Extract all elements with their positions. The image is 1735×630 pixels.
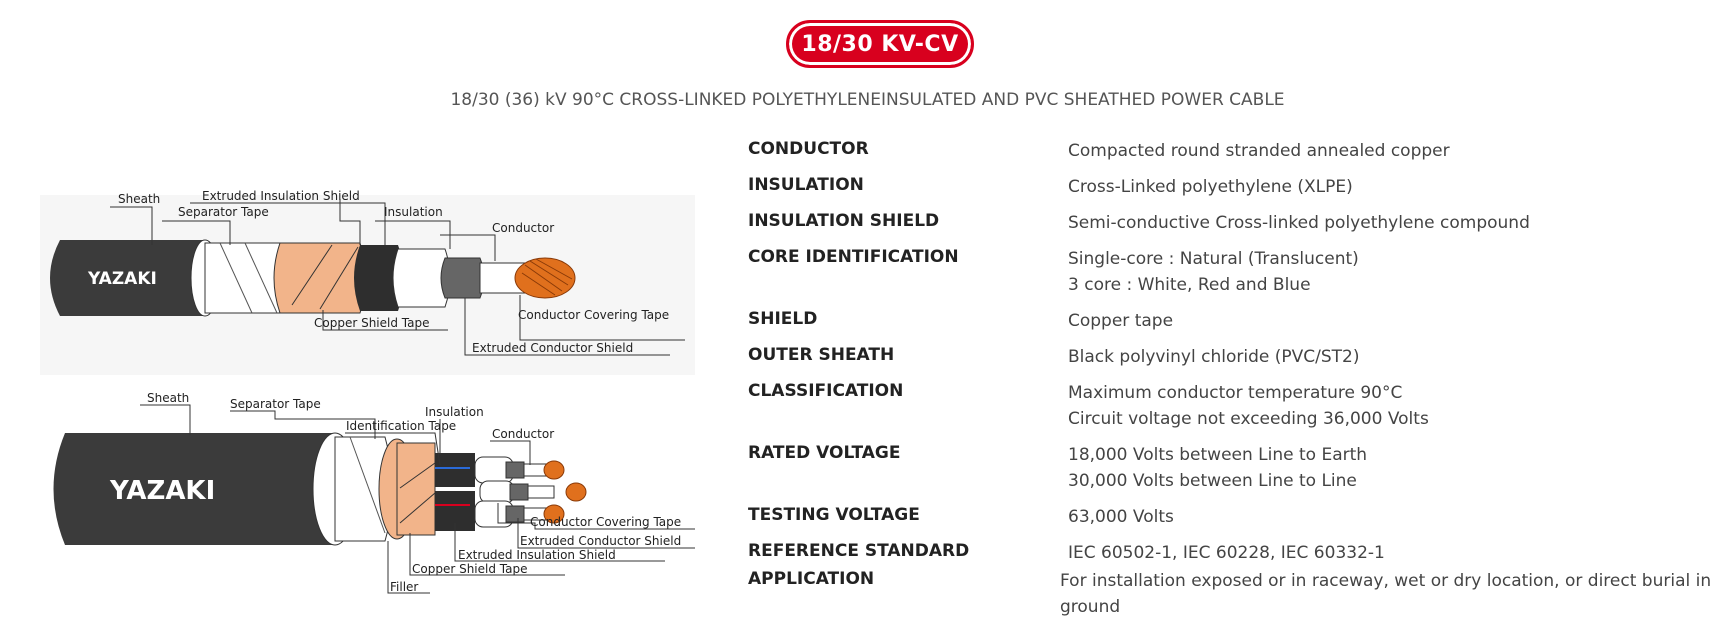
label-extruded-insulation-shield: Extruded Insulation Shield [202, 189, 360, 203]
spec-row [748, 210, 1728, 236]
single-core-cable-diagram [40, 185, 700, 380]
spec-row [748, 308, 1728, 334]
label-sheath: Sheath [118, 192, 161, 206]
spec-label: REFERENCE STANDARD [748, 541, 970, 561]
label-extruded-conductor-shield-3c: Extruded Conductor Shield [520, 534, 682, 548]
spec-row [748, 442, 1728, 494]
label-insulation-3c: Insulation [425, 405, 484, 419]
spec-label: INSULATION [748, 175, 864, 195]
three-core-cable-diagram [40, 393, 700, 608]
label-separator-tape-3c: Separator Tape [230, 397, 321, 411]
spec-value-line: Semi-conductive Cross-linked polyethylene compound [1068, 213, 1530, 233]
spec-label: OUTER SHEATH [748, 345, 895, 365]
cable-description: 18/30 (36) kV 90°C CROSS-LINKED POLYETHYLENEINSULATED AND PVC SHEATHED POWER CABLE [450, 90, 1285, 110]
spec-label: CONDUCTOR [748, 139, 869, 159]
label-conductor: Conductor [492, 221, 555, 235]
spec-label: RATED VOLTAGE [748, 443, 901, 463]
spec-label: TESTING VOLTAGE [748, 505, 920, 525]
yazaki-logo-2: YAZAKI [110, 476, 216, 506]
spec-value-line: Copper tape [1068, 311, 1174, 331]
label-conductor-3c: Conductor [492, 427, 555, 441]
label-copper-shield-tape-3c: Copper Shield Tape [412, 562, 528, 576]
spec-value-line: 30,000 Volts between Line to Line [1068, 471, 1357, 491]
label-separator-tape: Separator Tape [178, 205, 269, 219]
spec-value [1068, 504, 1174, 530]
label-sheath-3c: Sheath [147, 393, 190, 405]
spec-label: CLASSIFICATION [748, 381, 904, 401]
spec-value-line: 18,000 Volts between Line to Earth [1068, 445, 1368, 465]
spec-value-line: Compacted round stranded annealed copper [1068, 141, 1450, 161]
label-conductor-covering-tape: Conductor Covering Tape [518, 308, 670, 322]
spec-label: SHIELD [748, 309, 818, 329]
spec-value-line: Black polyvinyl chloride (PVC/ST2) [1068, 347, 1360, 367]
spec-value-line: Circuit voltage not exceeding 36,000 Volts [1068, 409, 1429, 429]
spec-row [748, 540, 1728, 566]
spec-value [1068, 210, 1530, 236]
spec-row [748, 138, 1728, 164]
spec-row [748, 174, 1728, 200]
spec-value-line: Maximum conductor temperature 90°C [1068, 383, 1403, 403]
spec-label: APPLICATION [748, 569, 875, 589]
spec-row [748, 344, 1728, 370]
label-extruded-insulation-shield-3c: Extruded Insulation Shield [458, 548, 616, 562]
spec-row [748, 246, 1728, 298]
spec-value-line: IEC 60502-1, IEC 60228, IEC 60332-1 [1068, 543, 1385, 563]
label-identification-tape: Identification Tape [346, 419, 457, 433]
spec-value [1068, 308, 1173, 334]
spec-row [748, 504, 1728, 530]
spec-label: INSULATION SHIELD [748, 211, 940, 231]
label-filler: Filler [390, 580, 419, 594]
spec-value [1068, 540, 1385, 566]
cable-type-badge: 18/30 KV-CV [786, 20, 974, 68]
spec-value-line: Single-core : Natural (Translucent) [1068, 249, 1359, 269]
spec-value-line: For installation exposed or in raceway, wet or dry location, or direct burial in ground [1060, 571, 1712, 617]
spec-value [1068, 174, 1353, 200]
label-copper-shield-tape: Copper Shield Tape [314, 316, 430, 330]
yazaki-logo-1: YAZAKI [88, 269, 157, 289]
spec-value [1068, 246, 1359, 298]
spec-value-line: 63,000 Volts [1068, 507, 1174, 527]
spec-table [748, 138, 1728, 630]
spec-row [748, 568, 1728, 620]
label-extruded-conductor-shield: Extruded Conductor Shield [472, 341, 634, 355]
spec-value [1068, 138, 1450, 164]
spec-value [1068, 344, 1359, 370]
spec-value [1068, 380, 1429, 432]
spec-value-line: Cross-Linked polyethylene (XLPE) [1068, 177, 1353, 197]
spec-value-line: 3 core : White, Red and Blue [1068, 275, 1311, 295]
spec-label: CORE IDENTIFICATION [748, 247, 959, 267]
spec-value [1060, 568, 1715, 620]
label-insulation: Insulation [384, 205, 443, 219]
spec-row [748, 380, 1728, 432]
spec-value [1068, 442, 1367, 494]
label-conductor-covering-tape-3c: Conductor Covering Tape [530, 515, 682, 529]
